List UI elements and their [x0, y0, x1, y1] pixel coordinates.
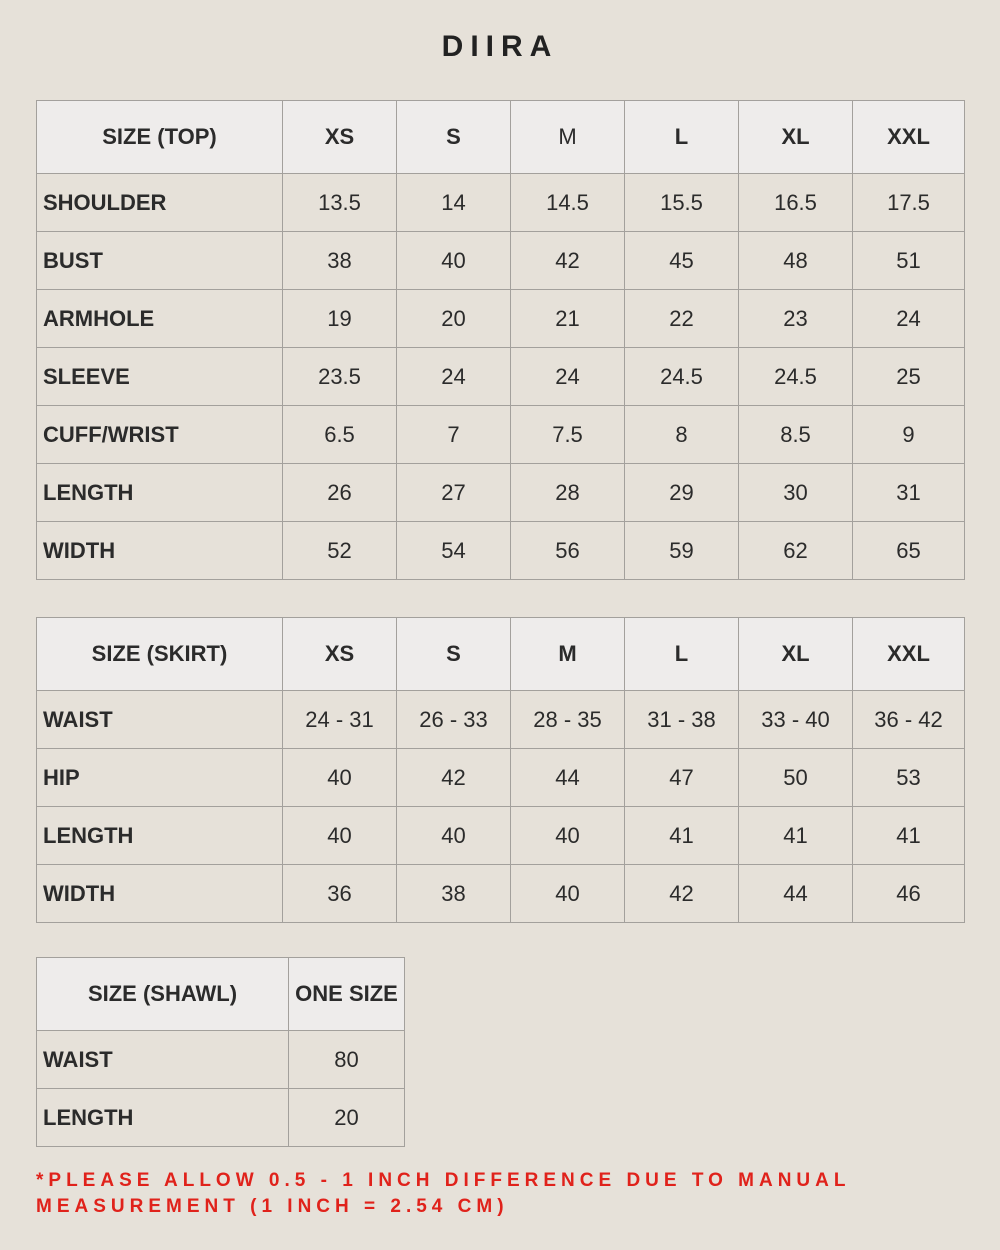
table-cell: 28	[511, 464, 625, 522]
table-header-row	[37, 101, 965, 174]
row-label: LENGTH	[37, 464, 283, 522]
table-cell: 62	[739, 522, 853, 580]
table-cell: 23	[739, 290, 853, 348]
table-row	[37, 1089, 405, 1147]
header-cell: S	[397, 101, 511, 174]
table-cell: 29	[625, 464, 739, 522]
table-cell: 21	[511, 290, 625, 348]
table-cell: 20	[397, 290, 511, 348]
table-cell: 6.5	[283, 406, 397, 464]
table-row	[37, 348, 965, 406]
header-cell: SIZE (SKIRT)	[37, 618, 283, 691]
table-cell: 42	[625, 865, 739, 923]
table-cell: 9	[853, 406, 965, 464]
table-row	[37, 174, 965, 232]
header-cell: L	[625, 101, 739, 174]
table-cell: 13.5	[283, 174, 397, 232]
table-cell: 25	[853, 348, 965, 406]
table-cell: 26 - 33	[397, 691, 511, 749]
table-cell: 7.5	[511, 406, 625, 464]
table-cell: 47	[625, 749, 739, 807]
table-row	[37, 290, 965, 348]
header-cell: XS	[283, 101, 397, 174]
table-row	[37, 865, 965, 923]
table-cell: 48	[739, 232, 853, 290]
table-cell: 26	[283, 464, 397, 522]
table-cell: 38	[283, 232, 397, 290]
table-cell: 24	[511, 348, 625, 406]
brand-title: DIIRA	[441, 30, 559, 63]
skirt-size-table	[36, 617, 965, 923]
table-cell: 50	[739, 749, 853, 807]
table-cell: 14	[397, 174, 511, 232]
table-cell: 16.5	[739, 174, 853, 232]
table-cell: 24.5	[739, 348, 853, 406]
header-cell: M	[511, 101, 625, 174]
table-cell: 41	[739, 807, 853, 865]
table-cell: 24 - 31	[283, 691, 397, 749]
header-cell: XL	[739, 101, 853, 174]
table-cell: 22	[625, 290, 739, 348]
header-cell: XS	[283, 618, 397, 691]
table-cell: 24.5	[625, 348, 739, 406]
row-label: SLEEVE	[37, 348, 283, 406]
table-cell: 24	[397, 348, 511, 406]
table-cell: 41	[625, 807, 739, 865]
table-cell: 20	[289, 1089, 405, 1147]
row-label: LENGTH	[37, 807, 283, 865]
row-label: BUST	[37, 232, 283, 290]
table-header-row	[37, 958, 405, 1031]
table-cell: 36	[283, 865, 397, 923]
table-cell: 17.5	[853, 174, 965, 232]
table-cell: 40	[511, 807, 625, 865]
table-cell: 30	[739, 464, 853, 522]
row-label: WAIST	[37, 691, 283, 749]
table-row	[37, 406, 965, 464]
header-cell: XXL	[853, 101, 965, 174]
table-row	[37, 232, 965, 290]
top-size-table	[36, 100, 965, 580]
table-cell: 45	[625, 232, 739, 290]
shawl-size-table	[36, 957, 405, 1147]
table-cell: 23.5	[283, 348, 397, 406]
table-row	[37, 807, 965, 865]
table-cell: 40	[397, 232, 511, 290]
table-cell: 80	[289, 1031, 405, 1089]
row-label: ARMHOLE	[37, 290, 283, 348]
table-header-row	[37, 618, 965, 691]
table-cell: 40	[397, 807, 511, 865]
table-cell: 52	[283, 522, 397, 580]
row-label: LENGTH	[37, 1089, 289, 1147]
table-cell: 54	[397, 522, 511, 580]
header-cell: ONE SIZE	[289, 958, 405, 1031]
note-line-1: *PLEASE ALLOW 0.5 - 1 INCH DIFFERENCE DUE TO MANUAL	[36, 1170, 851, 1191]
row-label: CUFF/WRIST	[37, 406, 283, 464]
header-cell: M	[511, 618, 625, 691]
row-label: SHOULDER	[37, 174, 283, 232]
table-cell: 59	[625, 522, 739, 580]
header-cell: XXL	[853, 618, 965, 691]
table-cell: 14.5	[511, 174, 625, 232]
header-cell: L	[625, 618, 739, 691]
row-label: WIDTH	[37, 865, 283, 923]
table-cell: 56	[511, 522, 625, 580]
table-cell: 27	[397, 464, 511, 522]
table-cell: 53	[853, 749, 965, 807]
table-cell: 40	[283, 749, 397, 807]
table-cell: 28 - 35	[511, 691, 625, 749]
table-cell: 24	[853, 290, 965, 348]
row-label: WIDTH	[37, 522, 283, 580]
table-cell: 44	[511, 749, 625, 807]
table-row	[37, 749, 965, 807]
table-cell: 19	[283, 290, 397, 348]
row-label: WAIST	[37, 1031, 289, 1089]
table-row	[37, 1031, 405, 1089]
note-line-2: MEASUREMENT (1 INCH = 2.54 CM)	[36, 1196, 509, 1217]
table-cell: 42	[397, 749, 511, 807]
measurement-note	[36, 1168, 976, 1220]
table-cell: 38	[397, 865, 511, 923]
row-label: HIP	[37, 749, 283, 807]
table-cell: 36 - 42	[853, 691, 965, 749]
table-row	[37, 522, 965, 580]
header-cell: SIZE (SHAWL)	[37, 958, 289, 1031]
table-cell: 33 - 40	[739, 691, 853, 749]
table-cell: 51	[853, 232, 965, 290]
header-cell: XL	[739, 618, 853, 691]
table-cell: 8.5	[739, 406, 853, 464]
table-cell: 41	[853, 807, 965, 865]
table-cell: 31	[853, 464, 965, 522]
header-cell: S	[397, 618, 511, 691]
table-cell: 15.5	[625, 174, 739, 232]
table-cell: 44	[739, 865, 853, 923]
table-cell: 46	[853, 865, 965, 923]
table-cell: 40	[283, 807, 397, 865]
table-cell: 31 - 38	[625, 691, 739, 749]
table-row	[37, 464, 965, 522]
table-cell: 7	[397, 406, 511, 464]
header-cell: SIZE (TOP)	[37, 101, 283, 174]
table-cell: 8	[625, 406, 739, 464]
table-row	[37, 691, 965, 749]
table-cell: 65	[853, 522, 965, 580]
table-cell: 42	[511, 232, 625, 290]
table-cell: 40	[511, 865, 625, 923]
